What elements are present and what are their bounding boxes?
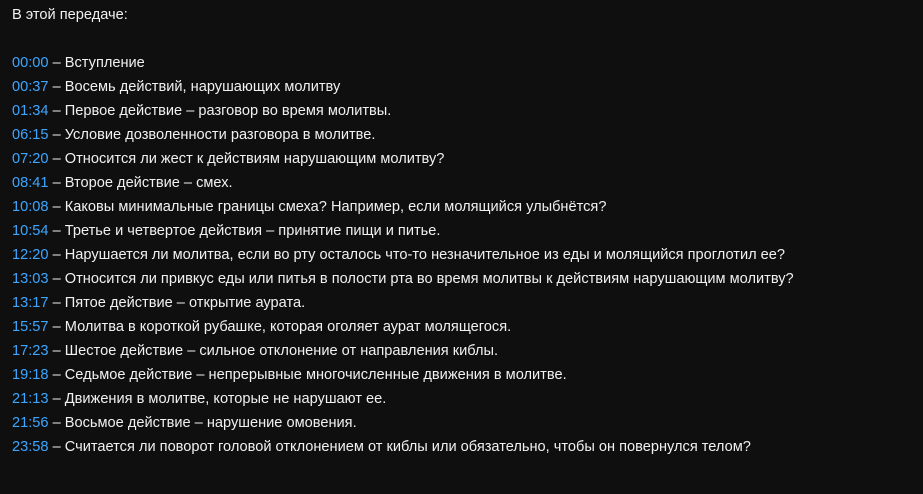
chapter-timestamp-link[interactable]: 07:20 <box>12 151 49 167</box>
chapter-timestamp-link[interactable]: 06:15 <box>12 127 49 143</box>
chapter-item: 10:08 – Каковы минимальные границы смеха? Например, если молящийся улыбнётся? <box>12 199 607 215</box>
chapter-timestamp-link[interactable]: 01:34 <box>12 103 49 119</box>
chapter-item: 00:00 – Вступление <box>12 55 145 71</box>
chapter-title: Второе действие – смех. <box>64 175 233 191</box>
chapter-title: Нарушается ли молитва, если во рту осталось что-то незначительное из еды и молящийся проглотил ее? <box>64 247 786 263</box>
chapter-title: Пятое действие – открытие аурата. <box>64 295 306 311</box>
chapter-item: 21:56 – Восьмое действие – нарушение омовения. <box>12 415 357 431</box>
chapter-item: 07:20 – Относится ли жест к действиям нарушающим молитву? <box>12 151 445 167</box>
chapter-item: 13:17 – Пятое действие – открытие аурата. <box>12 295 306 311</box>
chapter-item: 19:18 – Седьмое действие – непрерывные многочисленные движения в молитве. <box>12 367 567 383</box>
chapter-timestamp-link[interactable]: 13:17 <box>12 295 49 311</box>
chapter-item: 06:15 – Условие дозволенности разговора в молитве. <box>12 127 376 143</box>
chapter-title: Седьмое действие – непрерывные многочисленные движения в молитве. <box>64 367 567 383</box>
chapter-title: Первое действие – разговор во время молитвы. <box>64 103 392 119</box>
chapter-item: 13:03 – Относится ли привкус еды или питья в полости рта во время молитвы к действиям нарушающим молитву? <box>12 271 794 287</box>
chapter-item: 10:54 – Третье и четвертое действия – принятие пищи и питье. <box>12 223 441 239</box>
chapter-item: 15:57 – Молитва в короткой рубашке, которая оголяет аурат молящегося. <box>12 319 512 335</box>
chapter-item: 08:41 – Второе действие – смех. <box>12 175 233 191</box>
chapter-title: Восьмое действие – нарушение омовения. <box>64 415 357 431</box>
chapter-title: Движения в молитве, которые не нарушают ее. <box>64 391 387 407</box>
chapter-item: 12:20 – Нарушается ли молитва, если во рту осталось что-то незначительное из еды и молящийся проглотил ее? <box>12 247 786 263</box>
chapter-timestamp-link[interactable]: 12:20 <box>12 247 49 263</box>
chapter-title: Третье и четвертое действия – принятие пищи и питье. <box>64 223 441 239</box>
chapter-title: Шестое действие – сильное отклонение от направления киблы. <box>64 343 499 359</box>
chapter-title: Вступление <box>64 55 145 71</box>
chapter-item: 21:13 – Движения в молитве, которые не нарушают ее. <box>12 391 387 407</box>
chapter-timestamp-link[interactable]: 13:03 <box>12 271 49 287</box>
chapter-item: 17:23 – Шестое действие – сильное отклонение от направления киблы. <box>12 343 499 359</box>
chapter-timestamp-link[interactable]: 21:13 <box>12 391 49 407</box>
chapter-title: Относится ли жест к действиям нарушающим молитву? <box>64 151 445 167</box>
description-intro: В этой передаче: <box>12 7 128 23</box>
chapter-timestamp-link[interactable]: 15:57 <box>12 319 49 335</box>
chapter-timestamp-link[interactable]: 10:08 <box>12 199 49 215</box>
chapter-timestamp-link[interactable]: 23:58 <box>12 439 49 455</box>
chapter-item: 00:37 – Восемь действий, нарушающих молитву <box>12 79 341 95</box>
chapter-list <box>12 51 911 459</box>
chapter-item: 23:58 – Считается ли поворот головой отклонением от киблы или обязательно, чтобы он повернулся телом? <box>12 439 751 455</box>
chapter-title: Считается ли поворот головой отклонением от киблы или обязательно, чтобы он повернулся телом? <box>64 439 751 455</box>
chapter-title: Условие дозволенности разговора в молитве. <box>64 127 376 143</box>
chapter-title: Восемь действий, нарушающих молитву <box>64 79 341 95</box>
chapter-timestamp-link[interactable]: 19:18 <box>12 367 49 383</box>
chapter-item: 01:34 – Первое действие – разговор во время молитвы. <box>12 103 392 119</box>
chapter-timestamp-link[interactable]: 17:23 <box>12 343 49 359</box>
chapter-timestamp-link[interactable]: 08:41 <box>12 175 49 191</box>
chapter-timestamp-link[interactable]: 00:37 <box>12 79 49 95</box>
chapter-title: Каковы минимальные границы смеха? Например, если молящийся улыбнётся? <box>64 199 607 215</box>
blank-line <box>12 27 911 51</box>
chapter-timestamp-link[interactable]: 00:00 <box>12 55 49 71</box>
chapter-timestamp-link[interactable]: 10:54 <box>12 223 49 239</box>
chapter-title: Молитва в короткой рубашке, которая оголяет аурат молящегося. <box>64 319 512 335</box>
chapter-title: Относится ли привкус еды или питья в полости рта во время молитвы к действиям нарушающим молитву? <box>64 271 794 287</box>
chapter-timestamp-link[interactable]: 21:56 <box>12 415 49 431</box>
